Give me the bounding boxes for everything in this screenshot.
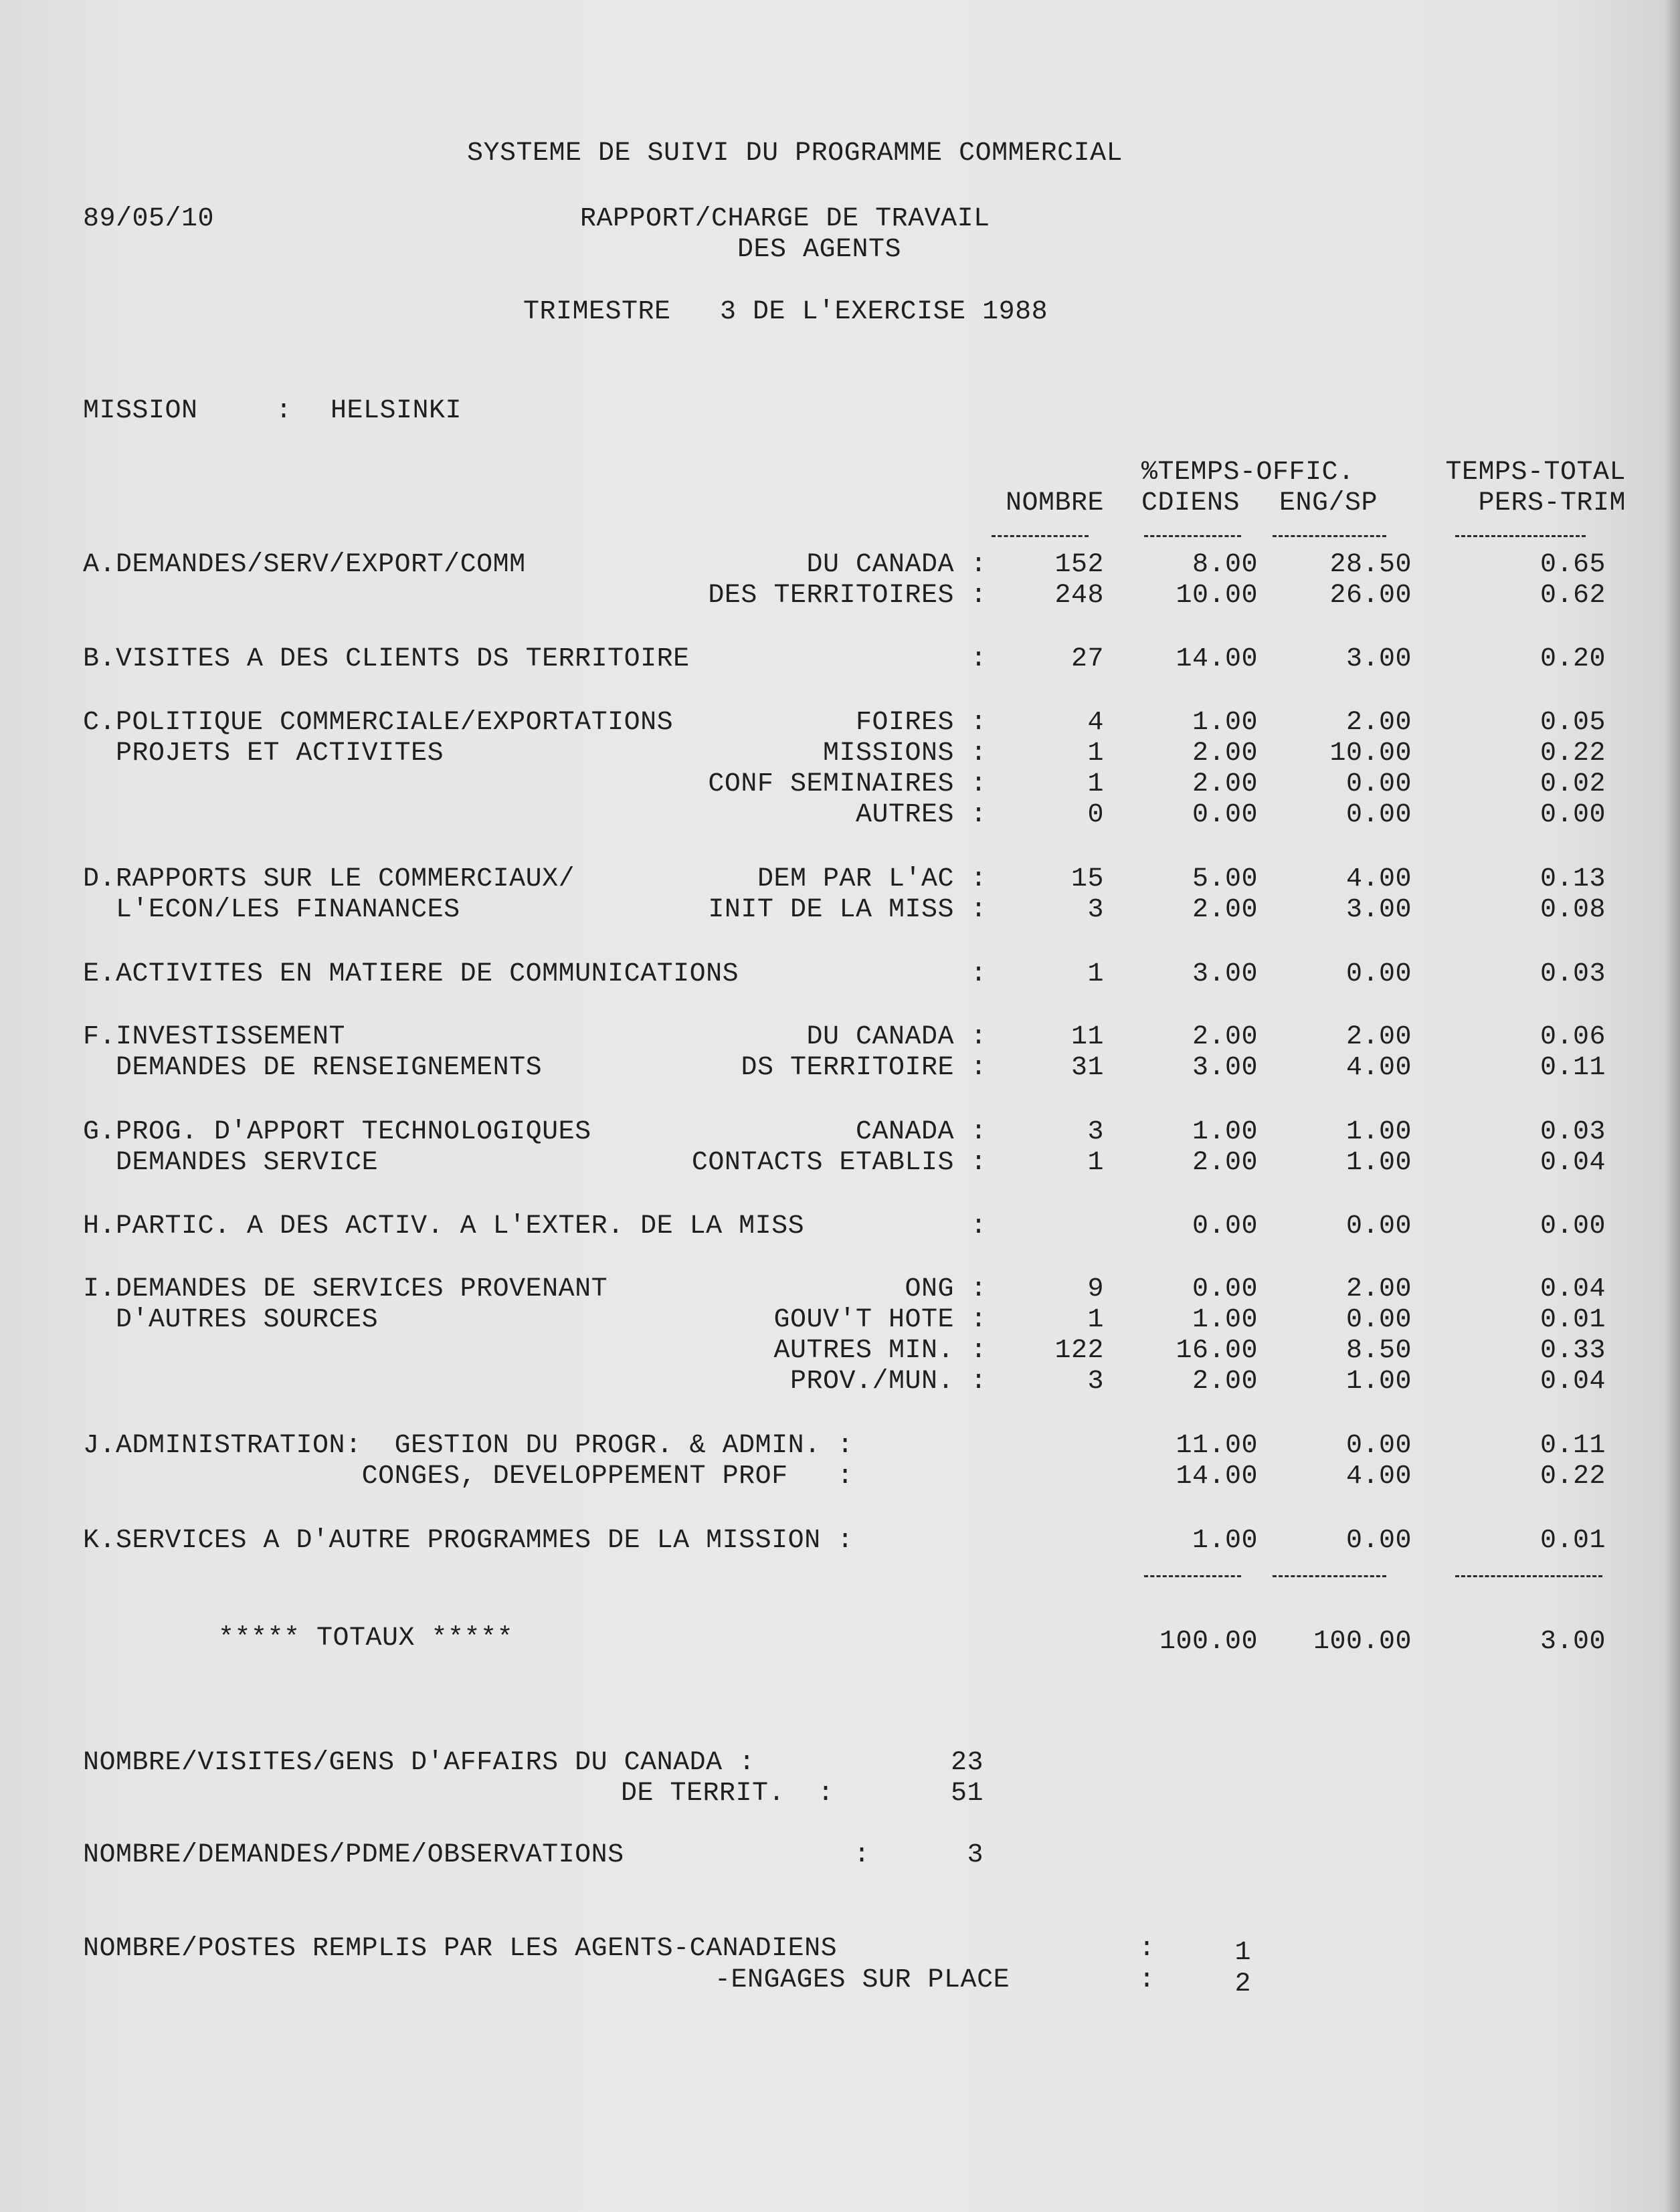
row-label: INIT DE LA MISS : <box>708 895 987 925</box>
section-f-title: F.INVESTISSEMENT <box>83 1022 346 1052</box>
engsp-value: 0.00 <box>1345 959 1412 989</box>
header-perstrim: PERS-TRIM <box>1478 488 1626 518</box>
row-label: DS TERRITOIRE : <box>741 1053 987 1083</box>
header-engsp: ENG/SP <box>1279 488 1378 518</box>
row-label: : <box>970 644 987 674</box>
report-subtitle: DES AGENTS <box>737 235 902 265</box>
row-label: MISSIONS : <box>822 738 987 769</box>
row-label: CONF SEMINAIRES : <box>708 769 987 799</box>
engages-value: 2 <box>1234 1969 1251 1999</box>
engsp-value: 4.00 <box>1345 1053 1412 1083</box>
perstrim-value: 0.22 <box>1539 738 1606 769</box>
visites-label: NOMBRE/VISITES/GENS D'AFFAIRS DU CANADA : <box>83 1748 755 1778</box>
row-label: AUTRES : <box>855 800 987 830</box>
section-d-title: L'ECON/LES FINANANCES <box>83 895 460 925</box>
engsp-value: 10.00 <box>1329 738 1412 769</box>
totals-cdiens: 100.00 <box>1159 1627 1258 1657</box>
section-g-title: G.PROG. D'APPORT TECHNOLOGIQUES <box>83 1117 591 1147</box>
pdme-sep: : <box>854 1840 870 1870</box>
engsp-value: 2.00 <box>1345 1022 1412 1052</box>
nombre-value: 0 <box>1087 800 1104 830</box>
report-title: RAPPORT/CHARGE DE TRAVAIL <box>580 204 990 234</box>
row-label: : <box>970 959 987 989</box>
row-label: PROV./MUN. : <box>789 1367 987 1397</box>
nombre-value: 15 <box>1070 864 1104 894</box>
cdiens-value: 0.00 <box>1192 800 1258 830</box>
row-label: DU CANADA : <box>806 550 987 580</box>
row-label: GOUV'T HOTE : <box>773 1305 987 1335</box>
totals-perstrim: 3.00 <box>1539 1627 1606 1657</box>
section-i-title: I.DEMANDES DE SERVICES PROVENANT <box>83 1274 608 1304</box>
perstrim-value: 0.13 <box>1539 864 1606 894</box>
row-label: CONTACTS ETABLIS : <box>691 1148 987 1178</box>
cdiens-value: 14.00 <box>1176 1462 1258 1492</box>
row-label: CANADA : <box>855 1117 987 1147</box>
engsp-value: 0.00 <box>1345 1526 1412 1556</box>
engsp-value: 3.00 <box>1345 895 1412 925</box>
perstrim-value: 0.33 <box>1539 1336 1606 1366</box>
perstrim-value: 0.03 <box>1539 1117 1606 1147</box>
row-label: FOIRES : <box>855 708 987 738</box>
report-period: TRIMESTRE 3 DE L'EXERCISE 1988 <box>523 297 1048 327</box>
cdiens-value: 1.00 <box>1192 1526 1258 1556</box>
totals-label: ***** TOTAUX ***** <box>218 1623 514 1653</box>
perstrim-value: 0.65 <box>1539 550 1606 580</box>
engsp-value: 2.00 <box>1345 708 1412 738</box>
header-nombre: NOMBRE <box>1005 488 1104 518</box>
engsp-value: 4.00 <box>1345 1462 1412 1492</box>
section-e-title: E.ACTIVITES EN MATIERE DE COMMUNICATIONS <box>83 959 739 989</box>
nombre-value: 152 <box>1054 550 1104 580</box>
underline-nombre <box>992 535 1089 537</box>
row-label: DEM PAR L'AC : <box>757 864 987 894</box>
perstrim-value: 0.04 <box>1539 1367 1606 1397</box>
cdiens-value: 5.00 <box>1192 864 1258 894</box>
row-label: DES TERRITOIRES : <box>708 581 987 611</box>
header-cdiens: CDIENS <box>1141 488 1240 518</box>
nombre-value: 1 <box>1087 769 1104 799</box>
section-c-title: PROJETS ET ACTIVITES <box>83 738 444 769</box>
pdme-label: NOMBRE/DEMANDES/PDME/OBSERVATIONS <box>83 1840 624 1870</box>
total-line-perstrim <box>1455 1575 1602 1577</box>
nombre-value: 9 <box>1087 1274 1104 1304</box>
nombre-value: 122 <box>1054 1336 1104 1366</box>
perstrim-value: 0.20 <box>1539 644 1606 674</box>
nombre-value: 11 <box>1070 1022 1104 1052</box>
section-j-title: J.ADMINISTRATION: GESTION DU PROGR. & ADMIN. : <box>83 1431 854 1461</box>
engsp-value: 1.00 <box>1345 1148 1412 1178</box>
cdiens-value: 3.00 <box>1192 1053 1258 1083</box>
cdiens-value: 0.00 <box>1192 1211 1258 1241</box>
engsp-value: 4.00 <box>1345 864 1412 894</box>
engsp-value: 8.50 <box>1345 1336 1412 1366</box>
perstrim-value: 0.04 <box>1539 1274 1606 1304</box>
visites-value: 23 <box>950 1748 984 1778</box>
engsp-value: 3.00 <box>1345 644 1412 674</box>
perstrim-value: 0.01 <box>1539 1305 1606 1335</box>
nombre-value: 1 <box>1087 959 1104 989</box>
section-b-title: B.VISITES A DES CLIENTS DS TERRITOIRE <box>83 644 690 674</box>
engsp-value: 28.50 <box>1329 550 1412 580</box>
perstrim-value: 0.04 <box>1539 1148 1606 1178</box>
cdiens-value: 1.00 <box>1192 1305 1258 1335</box>
perstrim-value: 0.62 <box>1539 581 1606 611</box>
section-k-title: K.SERVICES A D'AUTRE PROGRAMMES DE LA MISSION : <box>83 1526 854 1556</box>
cdiens-value: 2.00 <box>1192 738 1258 769</box>
nombre-value: 1 <box>1087 1305 1104 1335</box>
underline-cdiens <box>1144 535 1241 537</box>
cdiens-value: 2.00 <box>1192 769 1258 799</box>
territ-label: DE TERRIT. : <box>621 1779 834 1809</box>
postes-sep: : <box>1139 1934 1155 1964</box>
total-line-cdiens <box>1144 1575 1241 1577</box>
perstrim-value: 0.05 <box>1539 708 1606 738</box>
pdme-value: 3 <box>967 1840 984 1870</box>
engages-label: -ENGAGES SUR PLACE <box>715 1965 1010 1995</box>
report-date: 89/05/10 <box>83 204 215 234</box>
nombre-value: 4 <box>1087 708 1104 738</box>
perstrim-value: 0.11 <box>1539 1053 1606 1083</box>
system-title: SYSTEME DE SUIVI DU PROGRAMME COMMERCIAL <box>467 138 1123 169</box>
section-a-title: A.DEMANDES/SERV/EXPORT/COMM <box>83 550 526 580</box>
engsp-value: 0.00 <box>1345 1305 1412 1335</box>
perstrim-value: 0.00 <box>1539 800 1606 830</box>
nombre-value: 3 <box>1087 1367 1104 1397</box>
section-c-title: C.POLITIQUE COMMERCIALE/EXPORTATIONS <box>83 708 674 738</box>
mission-value: HELSINKI <box>331 396 462 426</box>
section-h-title: H.PARTIC. A DES ACTIV. A L'EXTER. DE LA MISS <box>83 1211 805 1241</box>
section-d-title: D.RAPPORTS SUR LE COMMERCIAUX/ <box>83 864 575 894</box>
engsp-value: 2.00 <box>1345 1274 1412 1304</box>
row-label: AUTRES MIN. : <box>773 1336 987 1366</box>
cdiens-value: 2.00 <box>1192 1022 1258 1052</box>
section-i-title: D'AUTRES SOURCES <box>83 1305 379 1335</box>
underline-perstrim <box>1455 535 1586 537</box>
engsp-value: 0.00 <box>1345 1211 1412 1241</box>
cdiens-value: 8.00 <box>1192 550 1258 580</box>
perstrim-value: 0.08 <box>1539 895 1606 925</box>
header-temps-offic: %TEMPS-OFFIC. <box>1141 458 1355 488</box>
nombre-value: 31 <box>1070 1053 1104 1083</box>
postes-label: NOMBRE/POSTES REMPLIS PAR LES AGENTS-CANADIENS <box>83 1934 838 1964</box>
nombre-value: 1 <box>1087 738 1104 769</box>
cdiens-value: 2.00 <box>1192 1148 1258 1178</box>
page-edge-shadow <box>1664 0 1680 2212</box>
cdiens-value: 16.00 <box>1176 1336 1258 1366</box>
total-line-engsp <box>1273 1575 1386 1577</box>
engsp-value: 26.00 <box>1329 581 1412 611</box>
row-label: ONG : <box>905 1274 987 1304</box>
underline-engsp <box>1273 535 1386 537</box>
cdiens-value: 2.00 <box>1192 1367 1258 1397</box>
nombre-value: 3 <box>1087 1117 1104 1147</box>
cdiens-value: 14.00 <box>1176 644 1258 674</box>
cdiens-value: 3.00 <box>1192 959 1258 989</box>
postes-value: 1 <box>1234 1938 1251 1968</box>
section-g-title: DEMANDES SERVICE <box>83 1148 379 1178</box>
perstrim-value: 0.22 <box>1539 1462 1606 1492</box>
engsp-value: 1.00 <box>1345 1117 1412 1147</box>
header-temps-total: TEMPS-TOTAL <box>1445 458 1626 488</box>
cdiens-value: 0.00 <box>1192 1274 1258 1304</box>
row-label: DU CANADA : <box>806 1022 987 1052</box>
cdiens-value: 1.00 <box>1192 1117 1258 1147</box>
nombre-value: 1 <box>1087 1148 1104 1178</box>
totals-engsp: 100.00 <box>1313 1627 1412 1657</box>
cdiens-value: 10.00 <box>1176 581 1258 611</box>
perstrim-value: 0.06 <box>1539 1022 1606 1052</box>
engsp-value: 0.00 <box>1345 1431 1412 1461</box>
nombre-value: 248 <box>1054 581 1104 611</box>
engsp-value: 1.00 <box>1345 1367 1412 1397</box>
perstrim-value: 0.03 <box>1539 959 1606 989</box>
engages-sep: : <box>1139 1965 1155 1995</box>
row-label: : <box>970 1211 987 1241</box>
perstrim-value: 0.00 <box>1539 1211 1606 1241</box>
nombre-value: 3 <box>1087 895 1104 925</box>
perstrim-value: 0.11 <box>1539 1431 1606 1461</box>
territ-value: 51 <box>950 1779 984 1809</box>
mission-sep: : <box>276 396 292 426</box>
mission-label: MISSION <box>83 396 198 426</box>
perstrim-value: 0.02 <box>1539 769 1606 799</box>
cdiens-value: 1.00 <box>1192 708 1258 738</box>
section-j-title: CONGES, DEVELOPPEMENT PROF : <box>83 1462 854 1492</box>
engsp-value: 0.00 <box>1345 800 1412 830</box>
engsp-value: 0.00 <box>1345 769 1412 799</box>
perstrim-value: 0.01 <box>1539 1526 1606 1556</box>
cdiens-value: 2.00 <box>1192 895 1258 925</box>
section-f-title: DEMANDES DE RENSEIGNEMENTS <box>83 1053 543 1083</box>
nombre-value: 27 <box>1070 644 1104 674</box>
cdiens-value: 11.00 <box>1176 1431 1258 1461</box>
